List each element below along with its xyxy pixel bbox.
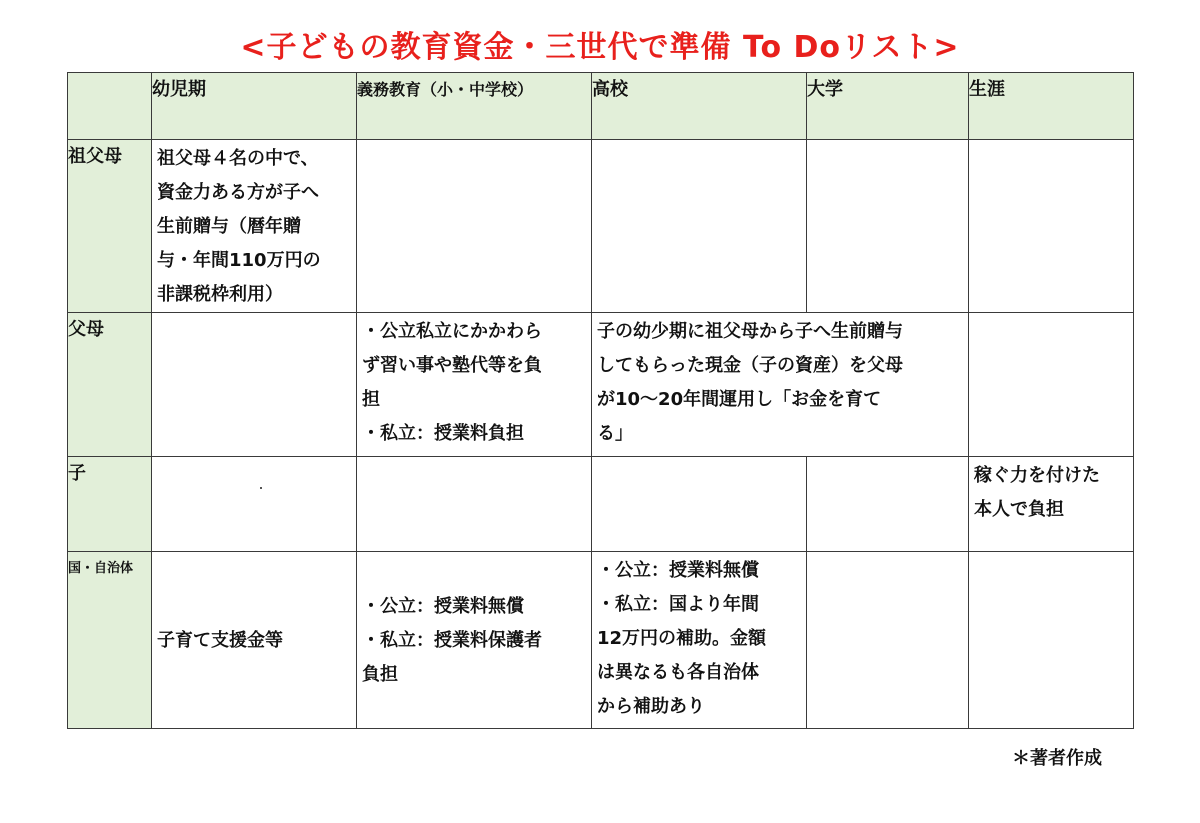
cell-text: 子の幼少期に祖父母から子へ生前贈与 してもらった現金（子の資産）を父母 が10～20年間運用し「お金を育て る」 [597, 321, 903, 444]
cell-child-compulsory [357, 457, 592, 552]
table-row-parents [68, 313, 1134, 457]
cell-grandparents-lifetime [969, 140, 1134, 313]
cell-child-infancy [152, 457, 357, 552]
cell-government-lifetime [969, 552, 1134, 729]
cell-child-high [592, 457, 807, 552]
header-university: 大学 [807, 73, 969, 140]
header-infancy: 幼児期 [152, 73, 357, 140]
cell-government-compulsory [357, 552, 592, 729]
row-label-parents: 父母 [68, 313, 152, 457]
cell-parents-infancy [152, 313, 357, 457]
cell-text: ・公立私立にかかわら ず習い事や塾代等を負 担 ・私立：授業料負担 [362, 321, 542, 444]
header-lifetime: 生涯 [969, 73, 1134, 140]
cell-child-university [807, 457, 969, 552]
header-corner [68, 73, 152, 140]
dot-mark [260, 487, 262, 489]
author-note: ＊著者作成 [1012, 748, 1102, 769]
table-row-government [68, 552, 1134, 729]
header-high-school: 高校 [592, 73, 807, 140]
cell-text: 祖父母４名の中で、 資金力ある方が子へ 生前贈与（暦年贈 与・年間110万円の 非課税枠利用） [157, 148, 321, 305]
cell-child-lifetime [969, 457, 1134, 552]
cell-text: ・公立：授業料無償 ・私立：授業料保護者 負担 [362, 596, 542, 685]
row-label-government: 国・自治体 [68, 552, 152, 729]
cell-parents-lifetime [969, 313, 1134, 457]
cell-text: 稼ぐ力を付けた 本人で負担 [974, 465, 1100, 520]
cell-parents-compulsory [357, 313, 592, 457]
row-label-grandparents: 祖父母 [68, 140, 152, 313]
todo-table [67, 72, 1134, 729]
page-title: <子どもの教育資金・三世代で準備 To Doリスト> [240, 30, 960, 65]
header-row [68, 73, 1134, 140]
cell-grandparents-infancy [152, 140, 357, 313]
cell-grandparents-compulsory [357, 140, 592, 313]
table-row-grandparents [68, 140, 1134, 313]
cell-government-infancy [152, 552, 357, 729]
cell-text: ・公立：授業料無償 ・私立：国より年間 12万円の補助。金額 は異なるも各自治体 から補助あり [597, 560, 767, 717]
header-compulsory: 義務教育（小・中学校） [357, 73, 592, 140]
cell-government-university [807, 552, 969, 729]
cell-text: 子育て支援金等 [157, 630, 283, 651]
cell-grandparents-high [592, 140, 807, 313]
cell-government-high [592, 552, 807, 729]
cell-grandparents-university [807, 140, 969, 313]
table-row-child [68, 457, 1134, 552]
row-label-child: 子 [68, 457, 152, 552]
cell-parents-high-university [592, 313, 969, 457]
